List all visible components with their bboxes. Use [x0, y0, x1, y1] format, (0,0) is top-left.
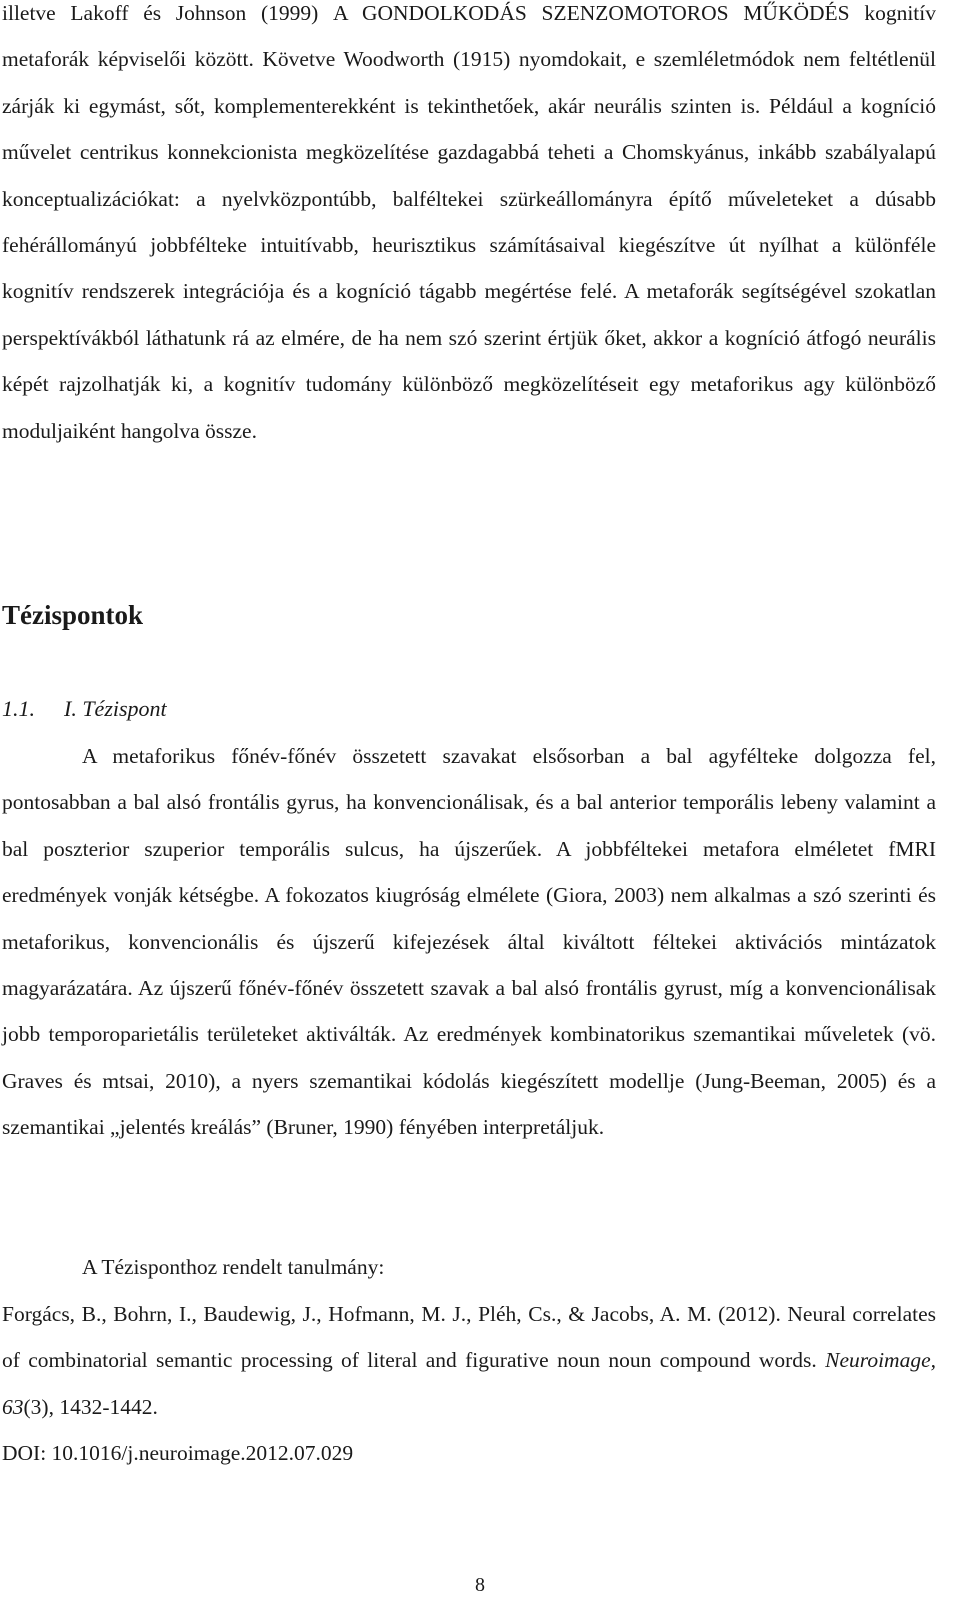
citation — [2, 1291, 936, 1430]
intro-smallcaps-phrase: A GONDOLKODÁS SZENZOMOTOROS MŰKÖDÉS — [332, 1, 850, 25]
intro-text-rest: kognitív metaforák képviselői között. Követve Woodworth (1915) nyomdokait, e szemléletmódok nem feltétlenül zárják ki egymást, sőt, komplementerekként is tekinthetőek, akár neurális szinten is. Például a kogníció művelet centrikus konnekcionista megközelítése gazdagabbá teheti a Chomskyánus, inkább szabályalapú konceptualizációkat: a nyelvközpontúbb, balféltekei szürkeállományra építő műveleteket a dúsabb fehérállományú jobbfélteke intuitívabb, heurisztikus számításaival kiegészítve út nyílhat a különféle kognitív rendszerek integrációja és a kogníció tágabb megértése felé. A metaforák segítségével szokatlan perspektívákból láthatunk rá az elmére, de ha nem szó szerint értjük őket, akkor a kogníció átfogó neurális képét rajzolhatják ki, a kognitív tudomány különböző megközelítéseit egy metaforikus agy különböző moduljaiként hangolva össze. — [2, 1, 936, 443]
thesis-number: 1.1. — [2, 696, 35, 721]
thesis-body: A metaforikus főnév-főnév összetett szavakat elsősorban a bal agyfélteke dolgozza fel, pontosabban a bal alsó frontális gyrus, ha konvencionálisak, és a bal anterior temporális lebeny valamint a bal poszterior szuperior temporális sulcus, ha újszerűek. A jobbféltekei metafora elméletet fMRI eredmények vonják kétségbe. A fokozatos kiugróság elmélete (Giora, 2003) nem alkalmas a szó szerinti és metaforikus, konvencionális és újszerű kifejezések által kiváltott féltekei aktivációs mintázatok magyarázatára. Az újszerű főnév-főnév összetett szavak a bal alsó frontális gyrust, míg a konvencionálisak jobb temporoparietális területeket aktiválták. Az eredmények kombinatorikus szemantikai műveletek (vö. Graves és mtsai, 2010), a nyers szemantikai kódolás kiegészített modellje (Jung-Beeman, 2005) és a szemantikai „jelentés kreálás” (Bruner, 1990) fényében interpretáljuk. — [2, 744, 936, 1140]
assigned-study-label: A Tézisponthoz rendelt tanulmány: — [82, 1255, 385, 1279]
section-title: Tézispontok — [2, 600, 144, 630]
thesis-heading — [2, 686, 167, 732]
citation-journal: Neuroimage, 63 — [2, 1348, 936, 1419]
citation-authors: Forgács, B., Bohrn, I., Baudewig, J., Hofmann, M. J., Pléh, Cs., & Jacobs, A. M. (2012). Neural correlates of combinatorial semantic processing of literal and figurative noun noun compound words. — [2, 1302, 936, 1373]
page-number: 8 — [475, 1574, 485, 1596]
intro-paragraph — [2, 0, 936, 454]
citation-doi: DOI: 10.1016/j.neuroimage.2012.07.029 — [2, 1441, 354, 1465]
citation-issue-pages: (3), 1432-1442. — [23, 1394, 158, 1419]
thesis-title: I. Tézispont — [64, 696, 167, 721]
intro-text-start: illetve Lakoff és Johnson (1999) — [2, 1, 333, 25]
